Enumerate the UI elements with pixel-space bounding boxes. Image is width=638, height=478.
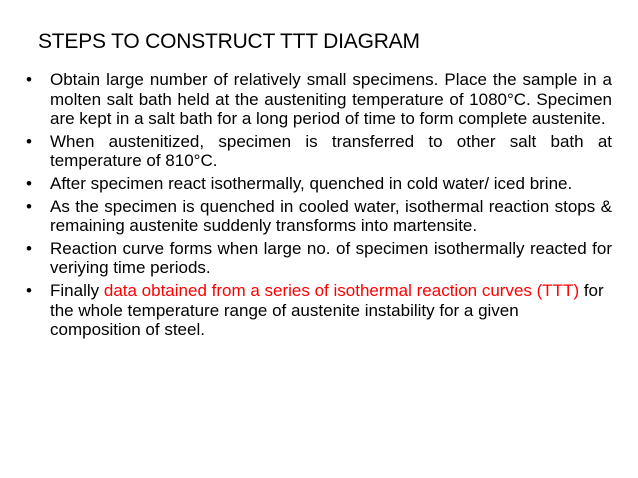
bullet-icon: • — [26, 280, 32, 300]
bullet-text-suffix: for the whole temperature range of austenite instability for a given composition of steel. — [50, 280, 604, 340]
bullet-item — [24, 197, 612, 236]
bullet-icon: • — [26, 70, 32, 89]
bullet-icon: • — [26, 196, 32, 216]
bullet-item — [24, 281, 612, 340]
bullet-icon: • — [26, 238, 32, 258]
bullet-item — [24, 70, 612, 129]
bullet-icon: • — [26, 173, 32, 193]
bullet-icon: • — [26, 131, 32, 151]
bullet-text: Reaction curve forms when large no. of specimen isothermally reacted for veriying time periods. — [50, 238, 612, 278]
slide-title: STEPS TO CONSTRUCT TTT DIAGRAM — [38, 30, 420, 53]
bullet-list — [24, 70, 612, 343]
bullet-item — [24, 132, 612, 171]
bullet-item — [24, 239, 612, 278]
bullet-item — [24, 174, 612, 194]
bullet-text: Obtain large number of relatively small specimens. Place the sample in a molten salt bath held at the austeniting temperature of 1080°C. Specimen are kept in a salt bath for a long period of time to form complete austenite. — [50, 70, 612, 129]
bullet-text: When austenitized, specimen is transferred to other salt bath at temperature of 810°C. — [50, 131, 612, 171]
bullet-text: As the specimen is quenched in cooled water, isothermal reaction stops & remaining austenite suddenly transforms into martensite. — [50, 196, 612, 236]
bullet-text-highlight: data obtained from a series of isothermal reaction curves (TTT) — [103, 280, 580, 300]
bullet-text-prefix: Finally — [50, 280, 104, 300]
bullet-text: After specimen react isothermally, quenched in cold water/ iced brine. — [50, 173, 573, 193]
